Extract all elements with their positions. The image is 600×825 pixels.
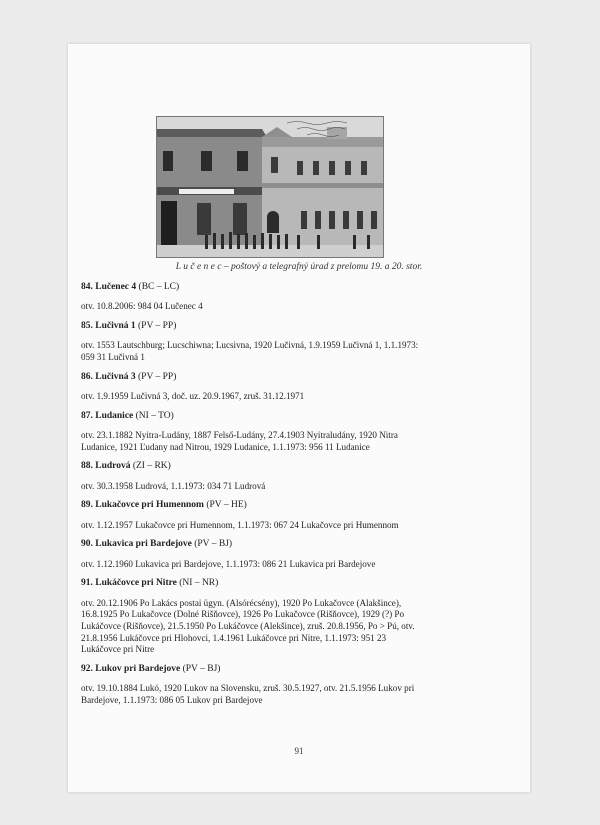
entry-body: otv. 1553 Lautschburg; Lucschiwna; Lucsivna, 1920 Lučivná, 1.9.1959 Lučivná 1, 1.1.1973: 059 31 Lučivná 1 — [81, 340, 419, 363]
entry-body: otv. 1.12.1957 Lukačovce pri Humennom, 1.1.1973: 067 24 Lukačovce pri Humennom — [81, 519, 399, 530]
entry-body: otv. 20.12.1906 Po Lakács postai ügyn. (Alsórécsény), 1920 Po Lukačovce (Alakšince), 16.8.1925 Po Lukačovce (Dolné Rišňovce), 1926 Po Lukačovce (Rišňovce), 1929 (?) Po Lukáčovce (Rišňovce), 21.5.1950 Po Lukáčovce (Alekšince), zruš. 20.8.1956, Po > Pú, otv. 21.8.1956 Lukáčovce pri Hlohovci, 1.4.1961 Lukáčovce pri Nitre, 1.1.1973: 951 23 Lukáčovce pri Nitre — [81, 597, 415, 655]
entry-heading — [81, 321, 453, 332]
post-office-photo-image — [157, 117, 383, 257]
entry-name: 90. Lukavica pri Bardejove — [81, 539, 192, 550]
entry-code: (PV – HE) — [203, 500, 247, 511]
post-office-photo — [156, 116, 384, 258]
entry-heading — [81, 578, 453, 589]
entry-code: (PV – BJ) — [180, 663, 221, 674]
entry-code: (NI – NR) — [176, 578, 219, 589]
entry-code: (PV – PP) — [135, 371, 177, 382]
entry-body: otv. 23.1.1882 Nyitra-Ludány, 1887 Felső-Ludány, 27.4.1903 Nyitraludány, 1920 Nitra Ludanice, 1921 Ľudany nad Nitrou, 1929 Ludanice, 1.1.1973: 956 11 Ludanice — [81, 430, 398, 452]
entry-code: (PV – PP) — [135, 321, 177, 332]
photo-caption: L u č e n e c – poštový a telegrafný úrad z prelomu 19. a 20. stor. — [175, 262, 423, 272]
entry-name: 92. Lukov pri Bardejove — [81, 663, 181, 674]
entry-name: 85. Lučivná 1 — [81, 321, 136, 332]
entry-code: (PV – BJ) — [191, 539, 233, 550]
entry-list — [81, 282, 453, 715]
entry-code: (ZI – RK) — [130, 461, 171, 472]
page-number: 91 — [294, 746, 304, 756]
entry-heading — [81, 461, 453, 472]
entry-heading — [81, 282, 453, 293]
entry-name: 89. Lukačovce pri Humennom — [81, 500, 204, 511]
entry-body: otv. 1.9.1959 Lučivná 3, doč. uz. 20.9.1967, zruš. 31.12.1971 — [81, 391, 305, 402]
entry-heading — [81, 539, 453, 550]
entry-code: (BC – LC) — [136, 282, 180, 292]
entry-name: 87. Ludanice — [81, 410, 134, 421]
entry-heading — [81, 500, 453, 511]
entry-body: otv. 30.3.1958 Ludrová, 1.1.1973: 034 71 Ludrová — [81, 480, 266, 491]
entry-body: otv. 1.12.1960 Lukavica pri Bardejove, 1.1.1973: 086 21 Lukavica pri Bardejove — [81, 558, 376, 569]
document-page — [68, 44, 530, 792]
entry-name: 88. Ludrová — [81, 461, 131, 472]
entry-name: 91. Lukáčovce pri Nitre — [81, 578, 177, 589]
entry-heading — [81, 664, 453, 675]
entry-code: (NI – TO) — [133, 410, 174, 421]
entry-heading — [81, 411, 453, 422]
entry-body: otv. 19.10.1884 Lukó, 1920 Lukov na Slovensku, zruš. 30.5.1927, otv. 21.5.1956 Lukov pri Bardejove, 1.1.1973: 086 05 Lukov pri Bardejove — [81, 683, 415, 705]
entry-name: 86. Lučivná 3 — [81, 371, 136, 382]
entry-name: 84. Lučenec 4 — [81, 282, 137, 292]
entry-heading — [81, 372, 453, 383]
entry-body: otv. 10.8.2006: 984 04 Lučenec 4 — [81, 301, 203, 312]
